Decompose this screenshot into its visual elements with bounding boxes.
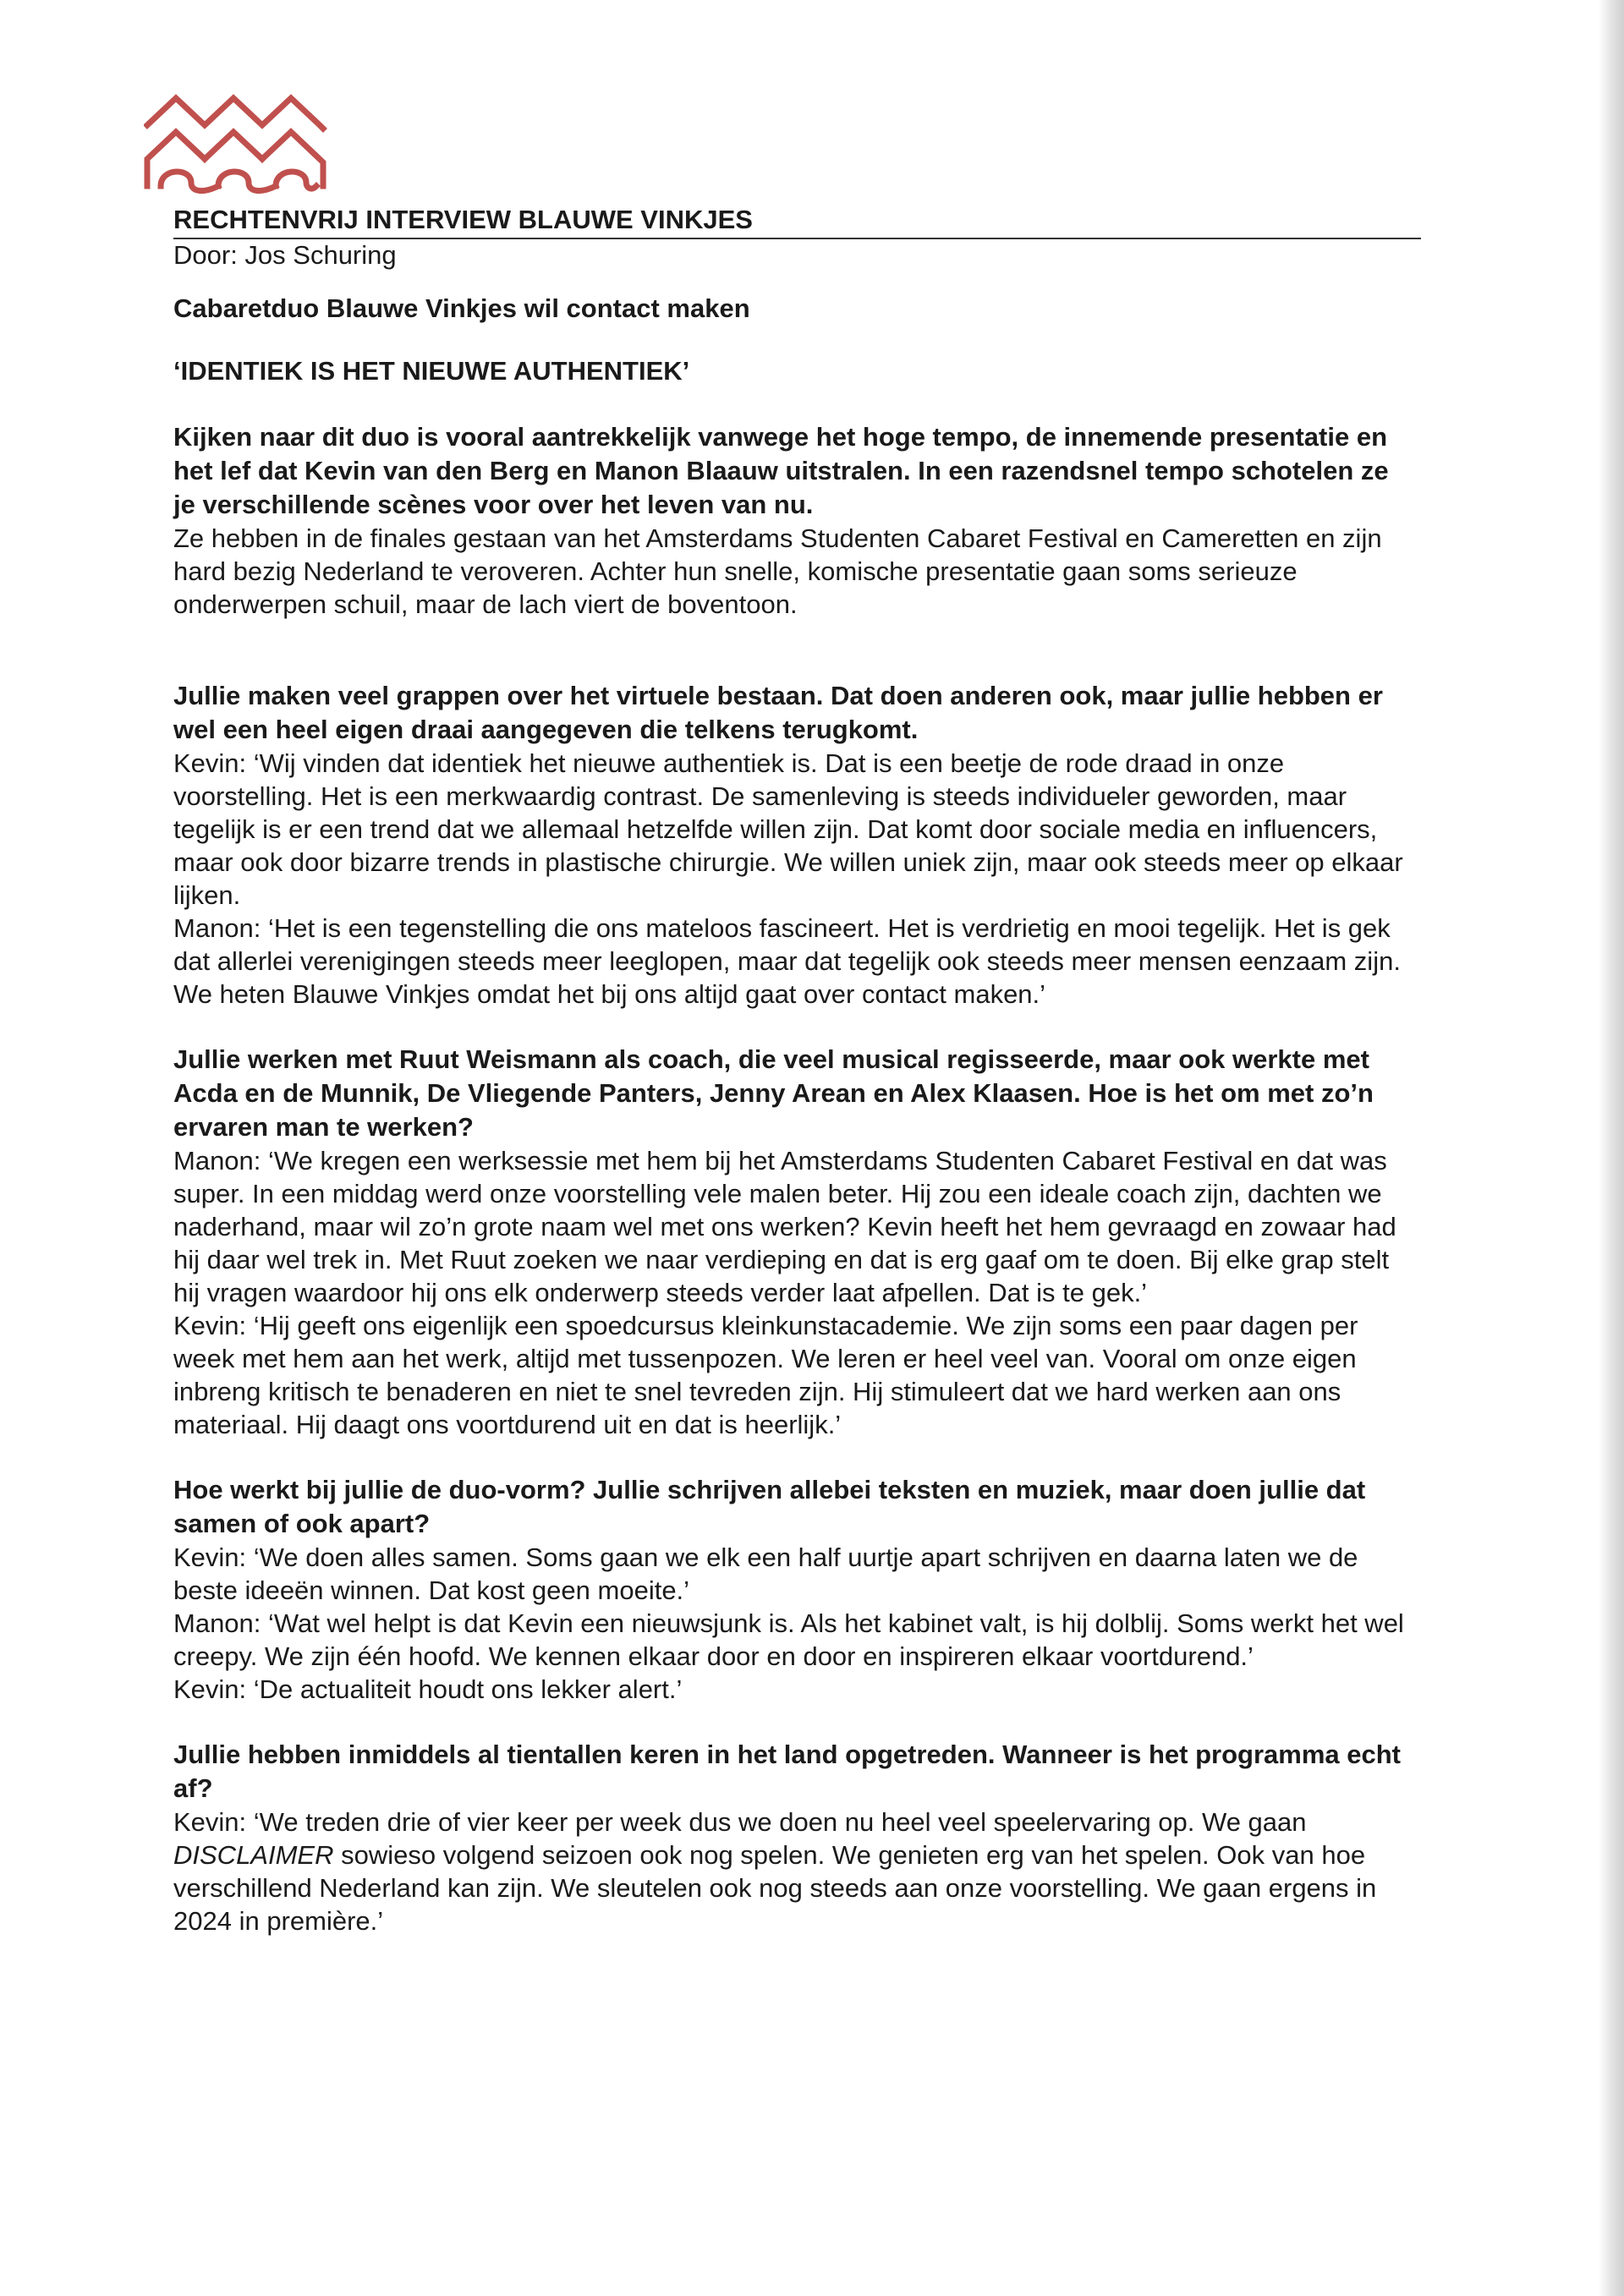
interview-answer: Kevin: ‘We doen alles samen. Soms gaan we elk een half uurtje apart schrijven en daarna laten we de beste ideeën winnen. Dat kost geen moeite.’ <box>173 1543 1358 1605</box>
interview-answer: Kevin: ‘De actualiteit houdt ons lekker alert.’ <box>173 1674 683 1704</box>
answer-text-after: sowieso volgend seizoen ook nog spelen. We genieten erg van het spelen. Ook van hoe verschillend Nederland kan zijn. We sleutelen ook nog steeds aan onze voorstelling. We gaan ergens in 2024 in première.’ <box>173 1840 1377 1936</box>
interview-question: Jullie hebben inmiddels al tientallen keren in het land opgetreden. Wanneer is het programma echt af? <box>173 1740 1401 1803</box>
interview-answer: Manon: ‘We kregen een werksessie met hem bij het Amsterdams Studenten Cabaret Festival en dat was super. In een middag werd onze voorstelling vele malen beter. Hij zou een ideale coach zijn, dachten we naderhand, maar wil zo’n grote naam wel met ons werken? Kevin heeft het hem gevraagd en zowaar had hij daar wel trek in. Met Ruut zoeken we naar verdieping en dat is erg gaaf om te doen. Bij elke grap stelt hij vragen waardoor hij ons elk onderwerp steeds verder laat afpellen. Dat is te gek.’ <box>173 1146 1396 1307</box>
author-byline: Door: Jos Schuring <box>173 240 397 270</box>
interview-answer <box>173 1806 1417 1937</box>
qa-block <box>173 1473 1417 1706</box>
show-title: DISCLAIMER <box>173 1840 334 1870</box>
interview-answer: Kevin: ‘Hij geeft ons eigenlijk een spoedcursus kleinkunstacademie. We zijn soms een paar dagen per week met hem aan het werk, altijd met tussenpozen. We leren er heel veel van. Vooral om onze eigen inbreng kritisch te benaderen en niet te snel tevreden zijn. Hij stimuleert dat we hard werken aan ons materiaal. Hij daagt ons voortdurend uit en dat is heerlijk.’ <box>173 1311 1358 1439</box>
interview-question: Jullie maken veel grappen over het virtuele bestaan. Dat doen anderen ook, maar jullie hebben er wel een heel eigen draai aangegeven die telkens terugkomt. <box>173 681 1383 744</box>
interview-answer: Manon: ‘Wat wel helpt is dat Kevin een nieuwsjunk is. Als het kabinet valt, is hij dolblij. Soms werkt het wel creepy. We zijn één hoofd. We kennen elkaar door en door en inspireren elkaar voortdurend.’ <box>173 1608 1404 1671</box>
qa-block <box>173 1738 1417 1937</box>
answer-text-before: Kevin: ‘We treden drie of vier keer per week dus we doen nu heel veel speelervaring op. We gaan <box>173 1807 1307 1837</box>
interview-question: Hoe werkt bij jullie de duo-vorm? Jullie schrijven allebei teksten en muziek, maar doen jullie dat samen of ook apart? <box>173 1475 1366 1538</box>
interview-answer: Manon: ‘Het is een tegenstelling die ons mateloos fascineert. Het is verdrietig en mooi tegelijk. Het is gek dat allerlei verenigingen steeds meer leeglopen, maar dat tegelijk ook steeds meer mensen eenzaam zijn. We heten Blauwe Vinkjes omdat het bij ons altijd gaat over contact maken.’ <box>173 913 1401 1009</box>
qa-block <box>173 679 1417 1011</box>
qa-block <box>173 1043 1417 1441</box>
interview-answer: Kevin: ‘Wij vinden dat identiek het nieuwe authentiek is. Dat is een beetje de rode draad in onze voorstelling. Het is een merkwaardig contrast. De samenleving is steeds individueler geworden, maar tegelijk is er een trend dat we allemaal hetzelfde willen zijn. Dat komt door sociale media en influencers, maar ook door bizarre trends in plastische chirurgie. We willen uniek zijn, maar ook steeds meer op elkaar lijken. <box>173 748 1403 910</box>
page-edge-shadow <box>1599 0 1624 2296</box>
interview-question: Jullie werken met Ruut Weismann als coach, die veel musical regisseerde, maar ook werkte met Acda en de Munnik, De Vliegende Panters, Jenny Arean en Alex Klaasen. Hoe is het om met zo’n ervaren man te werken? <box>173 1044 1374 1142</box>
lead-paragraph: Kijken naar dit duo is vooral aantrekkelijk vanwege het hoge tempo, de innemende presentatie en het lef dat Kevin van den Berg en Manon Blaauw uitstralen. In een razendsnel tempo schotelen ze je verschillende scènes voor over het leven van nu. <box>173 422 1389 519</box>
article-headline: ‘IDENTIEK IS HET NIEUWE AUTHENTIEK’ <box>173 356 690 386</box>
intro-section <box>173 420 1417 621</box>
article-subhead: Cabaretduo Blauwe Vinkjes wil contact maken <box>173 293 750 323</box>
document-header-title: RECHTENVRIJ INTERVIEW BLAUWE VINKJES <box>173 205 753 234</box>
rooftops-logo-icon <box>144 93 340 195</box>
article <box>173 204 1417 1937</box>
intro-paragraph: Ze hebben in de finales gestaan van het Amsterdams Studenten Cabaret Festival en Cameretten en zijn hard bezig Nederland te veroveren. Achter hun snelle, komische presentatie gaan soms serieuze onderwerpen schuil, maar de lach viert de boventoon. <box>173 523 1382 619</box>
